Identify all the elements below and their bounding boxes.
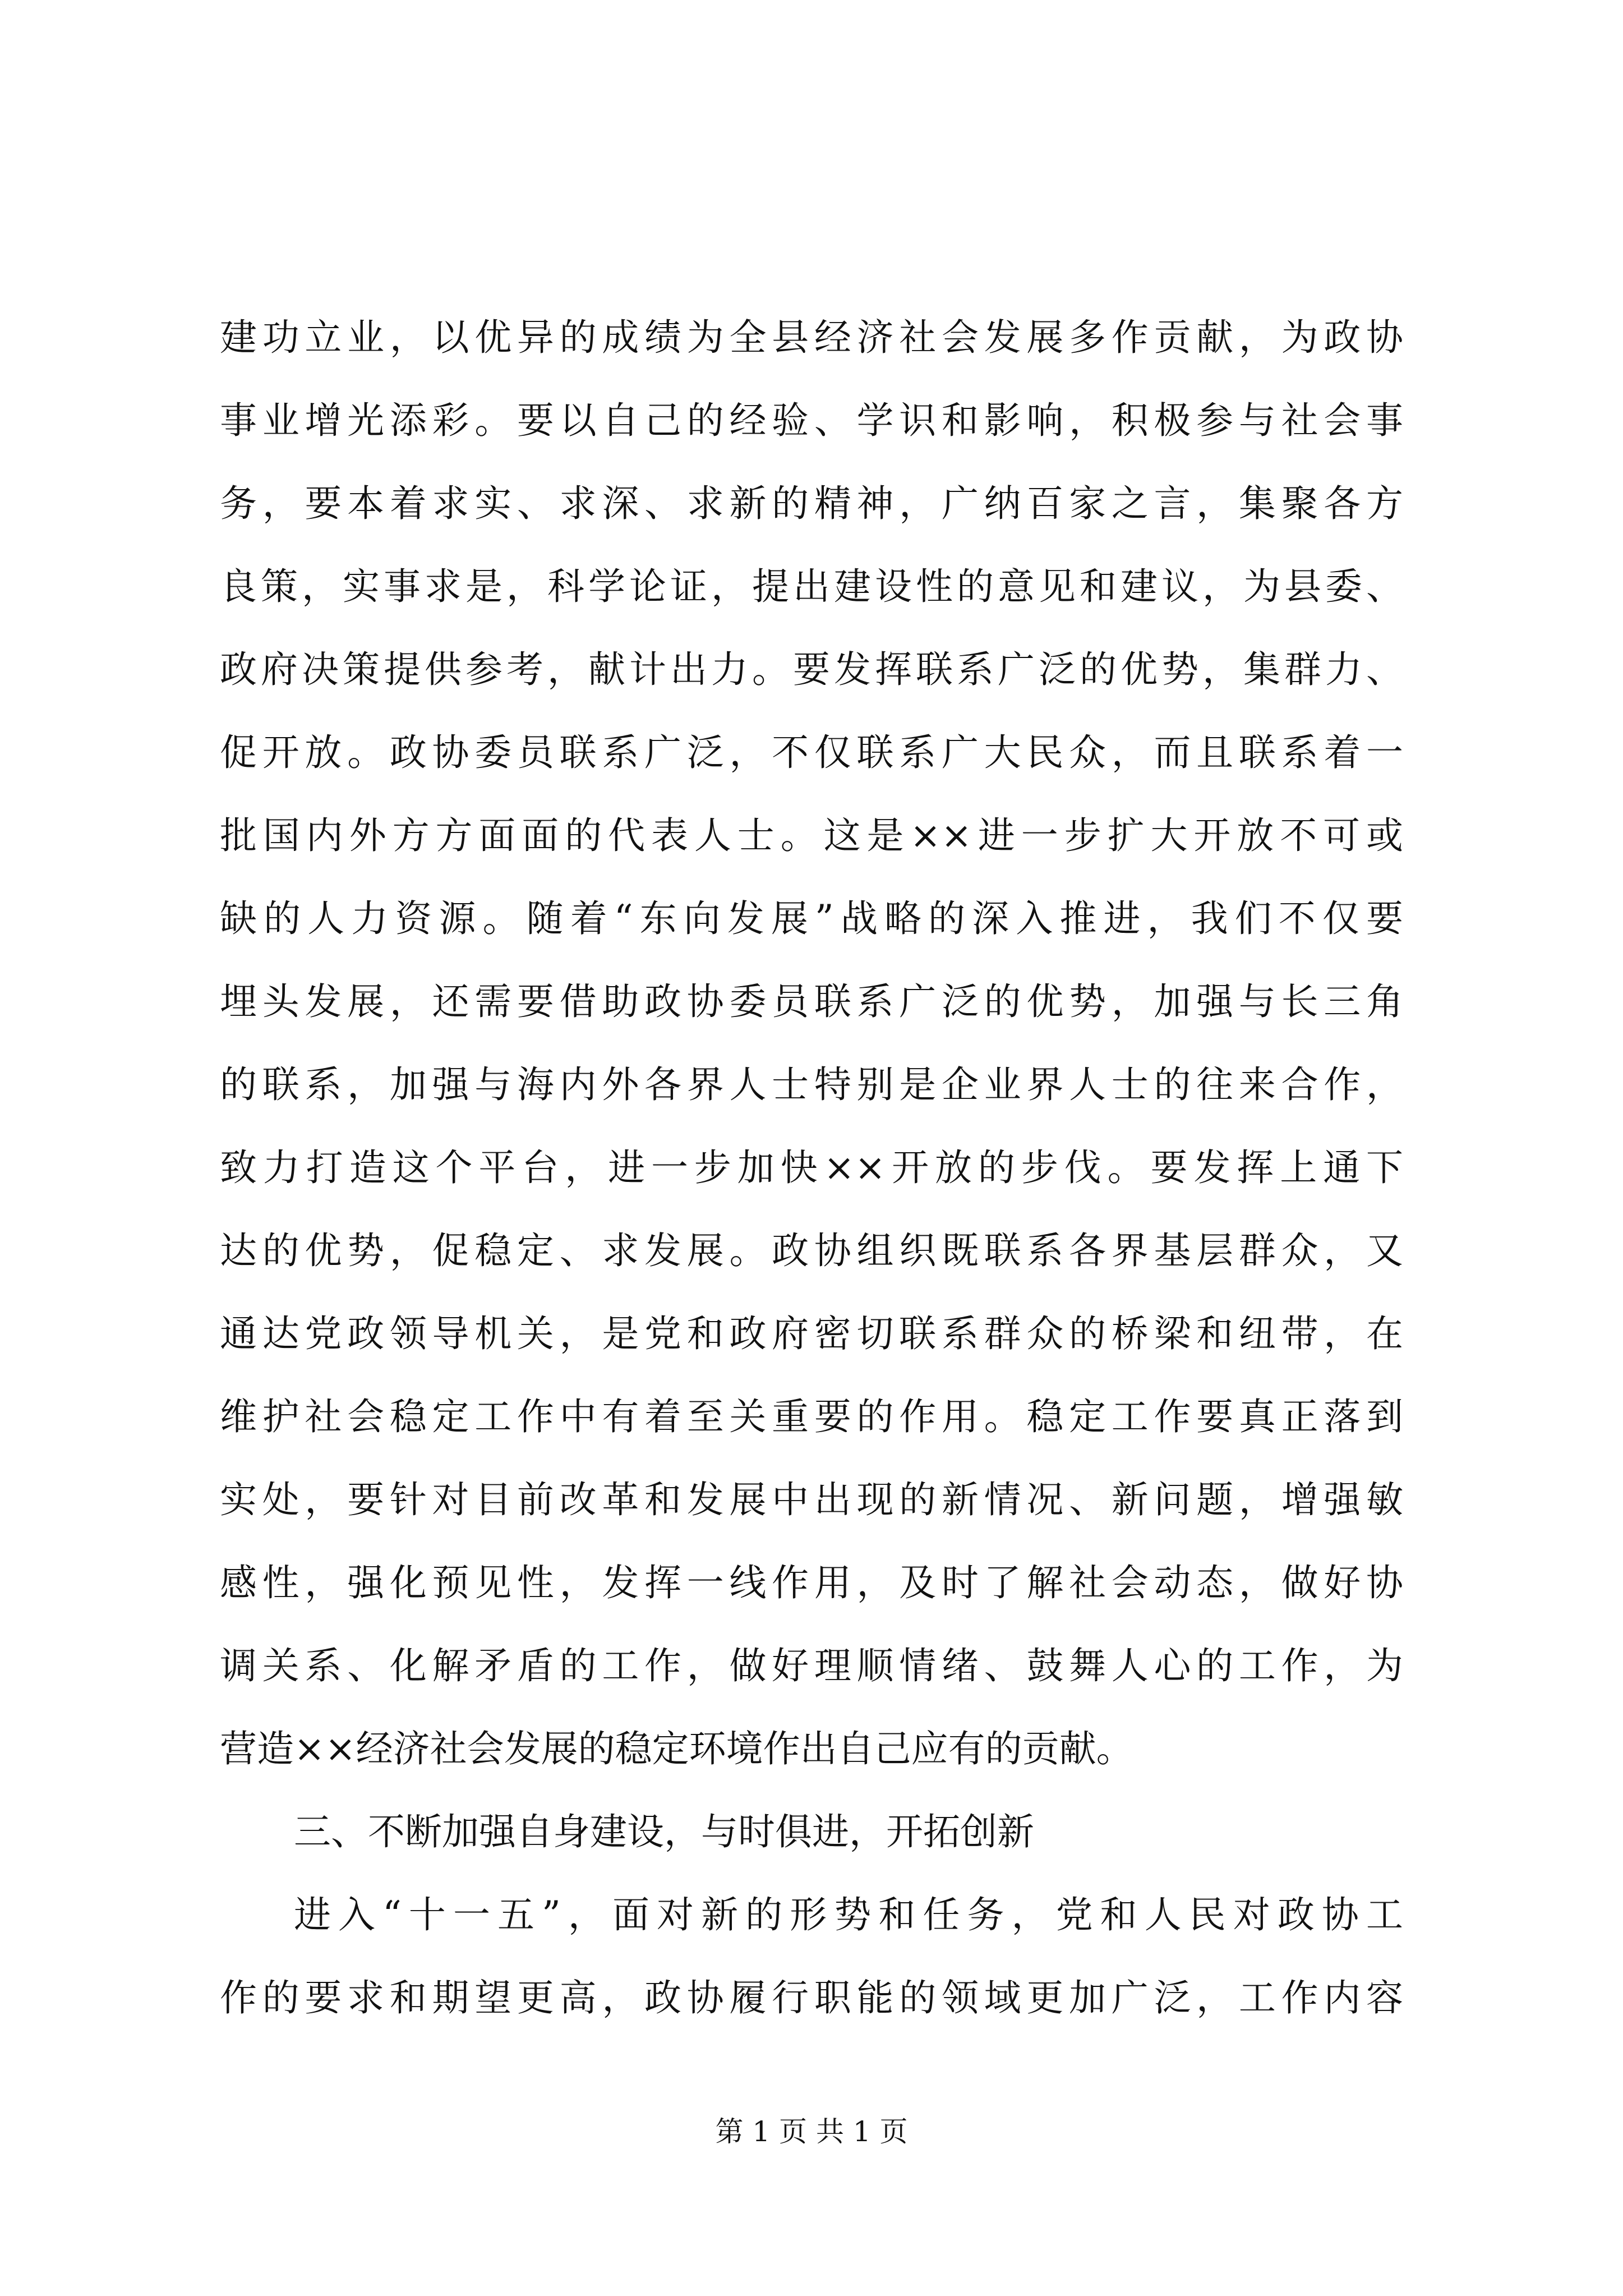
paragraph2-line-1: 进入“十一五”，面对新的形势和任务，党和人民对政协工 xyxy=(294,1893,1403,1936)
paragraph-line-13: 通达党政领导机关，是党和政府密切联系群众的桥梁和纽带，在 xyxy=(220,1312,1403,1355)
paragraph-line-4: 良策，实事求是，科学论证，提出建设性的意见和建议，为县委、 xyxy=(220,565,1403,608)
paragraph-line-3: 务，要本着求实、求深、求新的精神，广纳百家之言，集聚各方 xyxy=(220,482,1403,525)
document-body xyxy=(220,296,1403,2040)
paragraph-line-12: 达的优势，促稳定、求发展。政协组织既联系各界基层群众，又 xyxy=(220,1229,1403,1272)
paragraph-line-16: 感性，强化预见性，发挥一线作用，及时了解社会动态，做好协 xyxy=(220,1561,1403,1604)
paragraph-line-17: 调关系、化解矛盾的工作，做好理顺情绪、鼓舞人心的工作，为 xyxy=(220,1644,1403,1687)
paragraph-line-9: 埋头发展，还需要借助政协委员联系广泛的优势，加强与长三角 xyxy=(220,980,1403,1023)
paragraph-line-2: 事业增光添彩。要以自己的经验、学识和影响，积极参与社会事 xyxy=(220,399,1403,442)
paragraph-line-14: 维护社会稳定工作中有着至关重要的作用。稳定工作要真正落到 xyxy=(220,1395,1403,1438)
paragraph-line-8: 缺的人力资源。随着“东向发展”战略的深入推进，我们不仅要 xyxy=(220,897,1403,940)
paragraph-line-11: 致力打造这个平台，进一步加快××开放的步伐。要发挥上通下 xyxy=(220,1146,1403,1189)
page-footer: 第 1 页 共 1 页 xyxy=(715,2115,908,2148)
paragraph-line-10: 的联系，加强与海内外各界人士特别是企业界人士的往来合作， xyxy=(220,1063,1403,1106)
paragraph-line-15: 实处，要针对目前改革和发展中出现的新情况、新问题，增强敏 xyxy=(220,1478,1403,1521)
paragraph2-line-2: 作的要求和期望更高，政协履行职能的领域更加广泛，工作内容 xyxy=(220,1976,1403,2019)
paragraph-line-5: 政府决策提供参考，献计出力。要发挥联系广泛的优势，集群力、 xyxy=(220,648,1403,691)
paragraph-line-7: 批国内外方方面面的代表人士。这是××进一步扩大开放不可或 xyxy=(220,814,1403,857)
paragraph-line-18: 营造××经济社会发展的稳定环境作出自己应有的贡献。 xyxy=(220,1727,1133,1770)
section-heading: 三、不断加强自身建设，与时俱进，开拓创新 xyxy=(294,1810,1034,1853)
paragraph-line-1: 建功立业，以优异的成绩为全县经济社会发展多作贡献，为政协 xyxy=(220,316,1403,359)
paragraph-line-6: 促开放。政协委员联系广泛，不仅联系广大民众，而且联系着一 xyxy=(220,731,1403,774)
